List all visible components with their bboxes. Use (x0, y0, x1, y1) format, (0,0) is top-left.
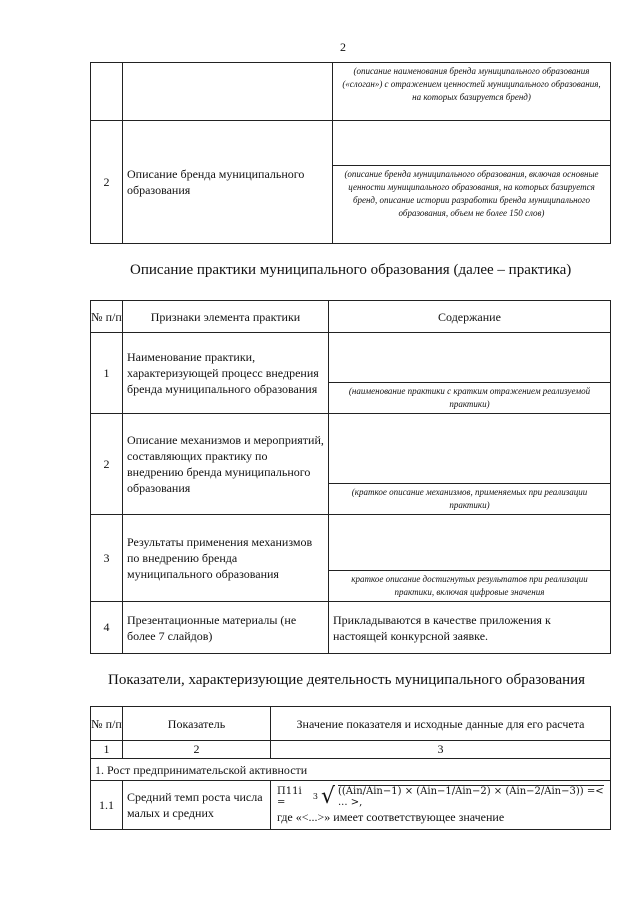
indicators-row-num: 1.1 (91, 781, 123, 830)
indicators-heading: Показатели, характеризующие деятельность муниципального образования (108, 672, 586, 688)
practice-heading: Описание практики муниципального образования (далее – практика) (130, 262, 572, 278)
brand-row1-note: (описание бренда муниципального образования, включая основные ценности муниципального образования, на которых базируется бренд, описание истории разработки бренда муниципального образования, объем не более 150 слов) (344, 169, 599, 218)
practice-header-content: Содержание (329, 301, 611, 333)
indicators-index-2: 2 (123, 741, 271, 759)
brand-table (90, 62, 611, 244)
brand-row1-num: 2 (91, 121, 123, 244)
practice-row2-note: (краткое описание механизмов, применяемых при реализации практики) (351, 487, 588, 510)
practice-row3-note: краткое описание достигнутых результатов при реализации практики, включая цифровые значения (351, 574, 588, 597)
brand-row1-label: Описание бренда муниципального образования (123, 121, 333, 244)
practice-row1-note: (наименование практики с кратким отражением реализуемой практики) (348, 386, 591, 409)
indicators-header-value: Значение показателя и исходные данные для его расчета (271, 707, 611, 741)
indicators-row-formula (271, 781, 611, 830)
practice-row4-content: Прикладываются в качестве приложения к настоящей конкурсной заявке. (329, 602, 611, 654)
radical-icon: √ (320, 783, 335, 809)
indicators-section-title: 1. Рост предпринимательской активности (91, 759, 611, 781)
indicators-table (90, 706, 611, 830)
practice-header-sign: Признаки элемента практики (123, 301, 329, 333)
practice-header-num: № п/п (91, 301, 123, 333)
page-number: 2 (340, 40, 346, 54)
practice-row1-input-area (329, 333, 610, 383)
practice-row2-input-area (329, 414, 610, 484)
practice-row4-num: 4 (91, 602, 123, 654)
practice-row4-label: Презентационные материалы (не более 7 слайдов) (123, 602, 329, 654)
practice-row1-num: 1 (91, 333, 123, 414)
practice-row3-content (329, 515, 611, 602)
practice-row2-label: Описание механизмов и мероприятий, составляющих практику по внедрению бренда муниципального образования (123, 414, 329, 515)
brand-row1-input-area (333, 121, 610, 166)
formula-root-index: 3 (312, 792, 318, 801)
practice-row2-num: 2 (91, 414, 123, 515)
indicators-index-1: 1 (91, 741, 123, 759)
indicators-header-indicator: Показатель (123, 707, 271, 741)
brand-row0-num (91, 63, 123, 121)
brand-row1-content (333, 121, 611, 244)
indicators-header-num: № п/п (91, 707, 123, 741)
practice-row1-content (329, 333, 611, 414)
practice-row3-num: 3 (91, 515, 123, 602)
formula-note: где «<...>» имеет соответствующее значение (277, 810, 505, 824)
practice-row1-label: Наименование практики, характеризующей процесс внедрения бренда муниципального образования (123, 333, 329, 414)
practice-row2-content (329, 414, 611, 515)
practice-row3-label: Результаты применения механизмов по внедрению бренда муниципального образования (123, 515, 329, 602)
brand-row0-label (123, 63, 333, 121)
formula-lhs: П11i = (277, 785, 302, 808)
brand-row0-note: (описание наименования бренда муниципального образования («слоган») с отражением ценностей муниципального образования, на которых базируется бренд) (333, 63, 611, 121)
practice-row3-input-area (329, 515, 610, 571)
formula-body: ((Ain/Ain−1) × (Ain−1/Ain−2) × (Ain−2/Ain−3)) =< ... >, (337, 786, 604, 808)
indicators-row-label: Средний темп роста числа малых и средних (123, 781, 271, 830)
formula-expression (277, 785, 604, 808)
indicators-index-3: 3 (271, 741, 611, 759)
practice-table (90, 300, 611, 654)
